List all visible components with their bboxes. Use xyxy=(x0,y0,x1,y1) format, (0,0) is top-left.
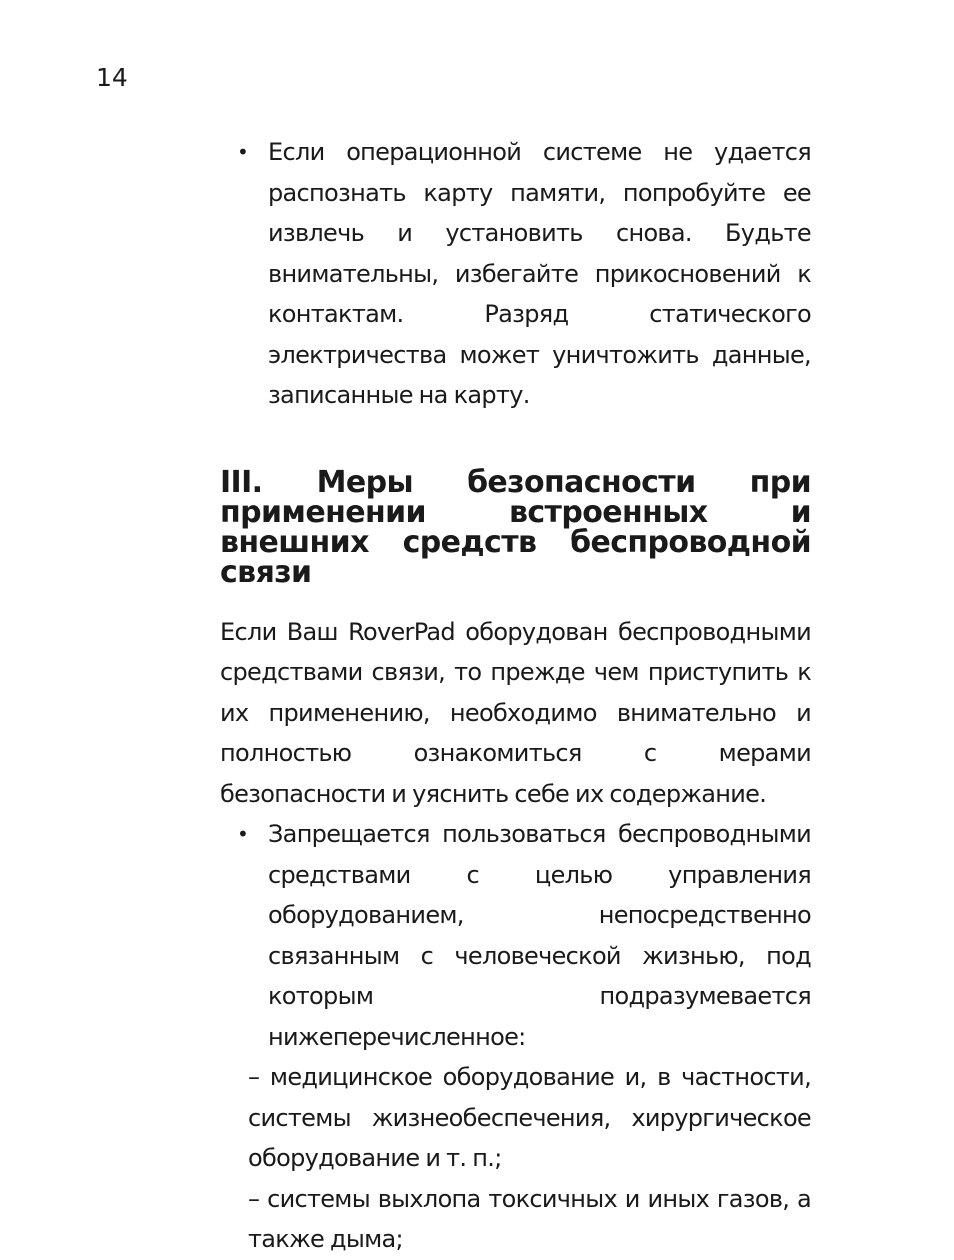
page-number: 14 xyxy=(96,63,128,92)
bullet-text: Если операционной системе не удается распознать карту памяти, попробуйте ее извлечь и установить снова. Будьте внимательны, избегайте прикосновений к контактам. Разряд статического электричества может уничтожить данные, записанные на карту. xyxy=(268,138,811,409)
intro-paragraph: Если Ваш RoverPad оборудован беспроводными средствами связи, то прежде чем приступить к их применению, необходимо внимательно и полностью ознакомиться с мерами безопасности и уяснить себе их содержание. xyxy=(220,617,811,808)
bullet-marker: • xyxy=(237,822,249,846)
bullet-item xyxy=(220,814,811,1057)
dash-list-item: – системы выхлопа токсичных и иных газов, а также дыма; xyxy=(248,1184,811,1253)
section-heading: III. Меры безопасности при применении встроенных и внешних средств беспроводной связи xyxy=(220,464,811,590)
bullet-item xyxy=(220,132,811,416)
bullet-text: Запрещается пользоваться беспроводными средствами с целью управления оборудованием, непосредственно связанным с человеческой жизнью, под которым подразумевается нижеперечисленное: xyxy=(268,820,811,1051)
dash-list-item: – медицинское оборудование и, в частности, системы жизнеобеспечения, хирургическое оборудование и т. п.; xyxy=(248,1063,811,1172)
bullet-marker: • xyxy=(237,140,249,164)
page-content xyxy=(220,132,811,1260)
